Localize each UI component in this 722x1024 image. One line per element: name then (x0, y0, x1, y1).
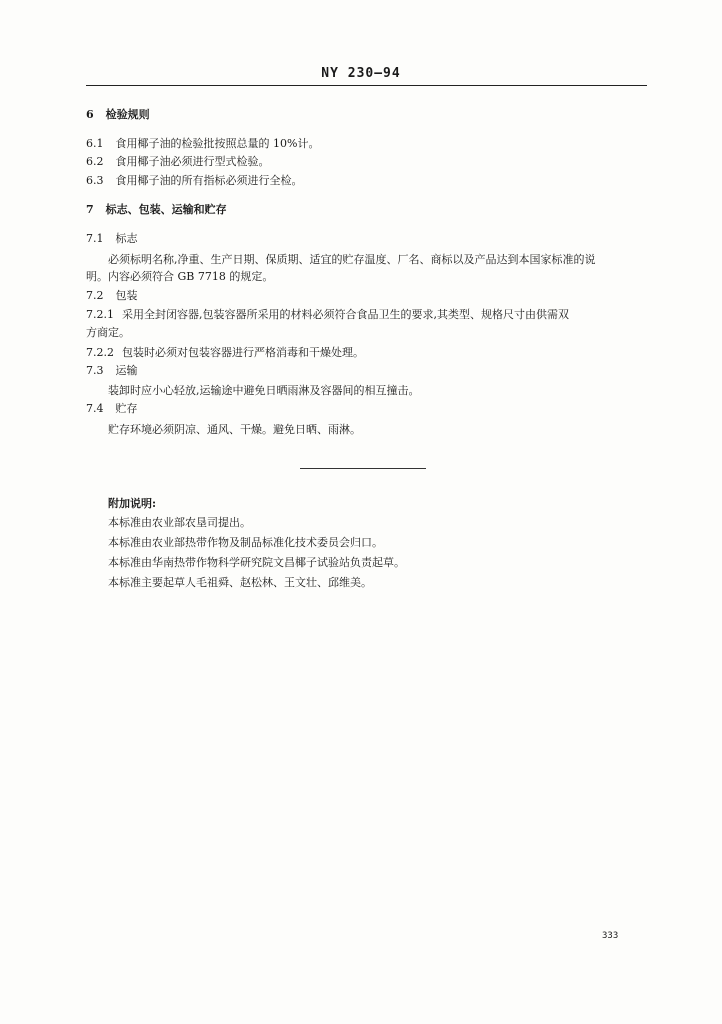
clause-title: 包装 (115, 289, 138, 302)
appendix-title: 附加说明: (108, 497, 157, 510)
appendix-line: 本标准由华南热带作物科学研究院文昌椰子试验站负责起草。 (108, 556, 405, 569)
clause-7-2-2 (86, 346, 364, 360)
clause-7-2-1-line-1 (86, 308, 569, 322)
section-6-heading (86, 108, 150, 122)
clause-number: 6.3 (86, 174, 104, 187)
clause-text: 包装时必须对包装容器进行严格消毒和干燥处理。 (122, 346, 364, 359)
clause-text: 食用椰子油必须进行型式检验。 (115, 155, 270, 168)
clause-title: 标志 (115, 232, 138, 245)
clause-7-4-heading (86, 402, 138, 416)
clause-7-1-text-line-1: 必须标明名称,净重、生产日期、保质期、适宜的贮存温度、厂名、商标以及产品达到本国家标准的说 (108, 253, 596, 266)
clause-7-1-text-line-2: 明。内容必须符合 GB 7718 的规定。 (86, 270, 274, 283)
clause-number: 7.1 (86, 232, 104, 245)
clause-7-1-heading (86, 232, 138, 246)
appendix-line: 本标准主要起草人毛祖舜、赵松林、王文壮、邱维美。 (108, 576, 372, 589)
appendix-line: 本标准由农业部热带作物及制品标准化技术委员会归口。 (108, 536, 383, 549)
clause-7-2-1-line-2: 方商定。 (86, 326, 130, 339)
section-7-number: 7 (86, 203, 94, 216)
appendix-line: 本标准由农业部农垦司提出。 (108, 516, 251, 529)
clause-7-4-text: 贮存环境必须阴凉、通风、干燥。避免日晒、雨淋。 (108, 423, 361, 436)
clause-text: 采用全封闭容器,包装容器所采用的材料必须符合食品卫生的要求,其类型、规格尺寸由供需双 (122, 308, 569, 321)
clause-number: 6.2 (86, 155, 104, 168)
clause-number: 7.4 (86, 402, 104, 415)
clause-title: 贮存 (115, 402, 138, 415)
clause-7-2-heading (86, 289, 138, 303)
clause-7-3-text: 装卸时应小心轻放,运输途中避免日晒雨淋及容器间的相互撞击。 (108, 384, 420, 397)
standard-code-header: NY 230—94 (321, 66, 401, 81)
section-6-title: 检验规则 (105, 108, 150, 121)
section-7-heading (86, 203, 227, 217)
clause-number: 7.2.1 (86, 308, 114, 321)
section-6-number: 6 (86, 108, 94, 121)
end-of-body-divider (300, 468, 426, 469)
clause-title: 运输 (115, 364, 138, 377)
clause-7-3-heading (86, 364, 138, 378)
clause-number: 7.3 (86, 364, 104, 377)
page-number: 333 (602, 931, 619, 941)
clause-text: 食用椰子油的检验批按照总量的 10%计。 (115, 137, 320, 150)
clause-6-1 (86, 137, 319, 151)
clause-6-3 (86, 174, 303, 188)
clause-6-2 (86, 155, 270, 169)
header-rule (86, 85, 647, 86)
clause-number: 7.2.2 (86, 346, 114, 359)
clause-number: 7.2 (86, 289, 104, 302)
section-7-title: 标志、包装、运输和贮存 (105, 203, 227, 216)
clause-number: 6.1 (86, 137, 104, 150)
clause-text: 食用椰子油的所有指标必须进行全检。 (115, 174, 303, 187)
